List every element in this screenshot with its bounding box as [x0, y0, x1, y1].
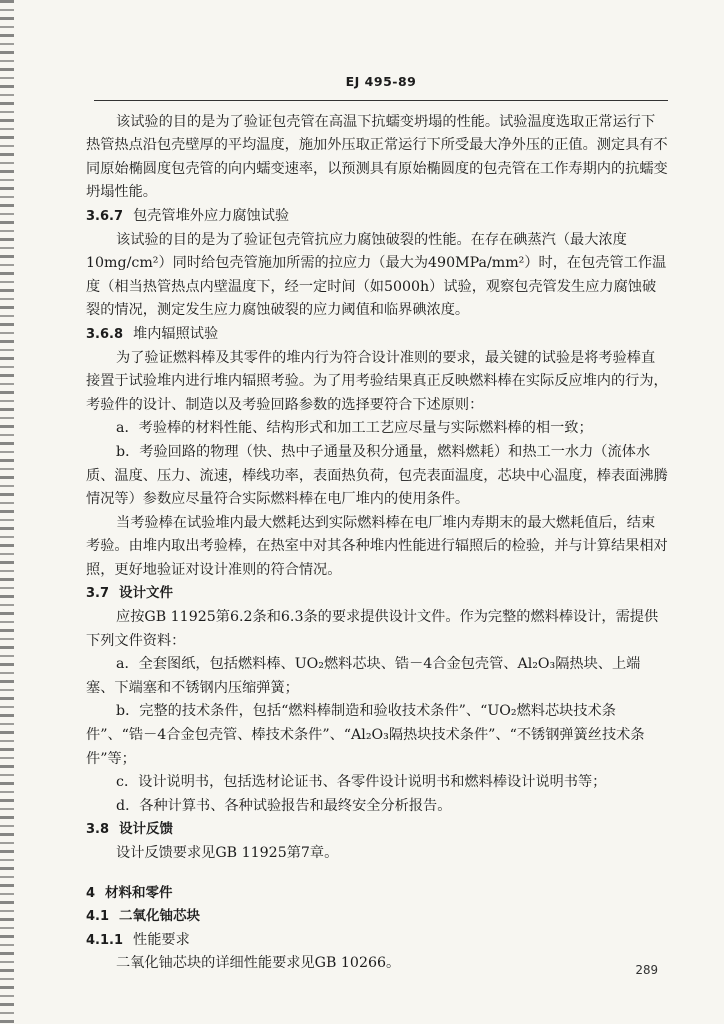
paragraph: 为了验证燃料棒及其零件的堆内行为符合设计准则的要求，最关键的试验是将考验棒直接置于试验堆内进行堆内辐照考验。为了用考验结果真正反映燃料棒在实际反应堆内的行为，考验件的设计、制造以及考验回路参数的选择要符合下述原则：	[86, 349, 668, 413]
section-number: 3.6.7	[86, 208, 124, 224]
section-heading-4	[86, 882, 668, 906]
paragraph: 该试验的目的是为了验证包壳管抗应力腐蚀破裂的性能。在存在碘蒸汽（最大浓度10mg/cm²）同时给包壳管施加所需的拉应力（最大为490MPa/mm²）时，在包壳管工作温度（相当热管热点内壁温度下，经一定时间（如5000h）试验，观察包壳管发生应力腐蚀破裂的情况，测定发生应力腐蚀破裂的应力阈值和临界碘浓度。	[86, 231, 667, 319]
scan-binding-edge	[0, 0, 14, 1024]
section-heading-3-6-7	[86, 205, 668, 229]
spacer	[86, 866, 668, 882]
paragraph: 该试验的目的是为了验证包壳管在高温下抗蠕变坍塌的性能。试验温度选取正常运行下热管热点沿包壳壁厚的平均温度，施加外压取正常运行下所受最大净外压的正值。测定具有不同原始椭圆度包壳管的向内蠕变速率，以预测具有原始椭圆度的包壳管在工作寿期内的抗蠕变坍塌性能。	[86, 113, 668, 201]
section-title: 堆内辐照试验	[133, 325, 219, 342]
document-header: EJ 495-89	[94, 70, 668, 101]
section-title: 包壳管堆外应力腐蚀试验	[133, 207, 290, 224]
section-number: 3.8	[86, 822, 110, 838]
section-number: 4	[86, 885, 96, 901]
section-heading-3-7	[86, 582, 668, 606]
document-page	[86, 70, 668, 976]
section-number: 4.1.1	[86, 932, 124, 948]
section-number: 3.7	[86, 586, 110, 602]
section-title: 性能要求	[133, 931, 190, 948]
section-heading-3-8	[86, 818, 668, 842]
section-heading-4-1-1	[86, 929, 668, 953]
list-item: d．各种计算书、各种试验报告和最终安全分析报告。	[116, 797, 452, 814]
section-heading-3-6-8	[86, 323, 668, 347]
list-item: b．完整的技术条件，包括“燃料棒制造和验收技术条件”、“UO₂燃料芯块技术条件”、“锆－4合金包壳管、棒技术条件”、“Al₂O₃隔热块技术条件”、“不锈钢弹簧丝技术条件”等；	[86, 703, 645, 767]
paragraph: 当考验棒在试验堆内最大燃耗达到实际燃料棒在电厂堆内寿期末的最大燃耗值后，结束考验。由堆内取出考验棒，在热室中对其各种堆内性能进行辐照后的检验，并与计算结果相对照，更好地验证对设计准则的符合情况。	[86, 514, 668, 578]
section-title: 设计反馈	[119, 821, 174, 838]
section-title: 设计文件	[119, 585, 174, 602]
list-item: a．全套图纸，包括燃料棒、UO₂燃料芯块、锆－4合金包壳管、Al₂O₃隔热块、上端塞、下端塞和不锈钢内压缩弹簧；	[86, 656, 641, 696]
list-item: c．设计说明书，包括选材论证书、各零件设计说明书和燃料棒设计说明书等；	[116, 774, 607, 791]
page-number: 289	[635, 962, 658, 977]
section-title: 二氧化铀芯块	[119, 908, 201, 925]
paragraph: 二氧化铀芯块的详细性能要求见GB 10266。	[116, 955, 401, 972]
section-number: 3.6.8	[86, 326, 124, 342]
list-item: a．考验棒的材料性能、结构形式和加工工艺应尽量与实际燃料棒的相一致；	[116, 420, 593, 437]
section-title: 材料和零件	[105, 884, 173, 901]
section-number: 4.1	[86, 909, 110, 925]
list-item: b．考验回路的物理（快、热中子通量及积分通量，燃料燃耗）和热工一水力（流体水质、温度、压力、流速，棒线功率，表面热负荷，包壳表面温度，芯块中心温度，棒表面沸腾情况等）参数应尽量符合实际燃料棒在电厂堆内的使用条件。	[86, 443, 668, 508]
section-heading-4-1	[86, 905, 668, 929]
paragraph: 设计反馈要求见GB 11925第7章。	[116, 845, 339, 861]
paragraph: 应按GB 11925第6.2条和6.3条的要求提供设计文件。作为完整的燃料棒设计，需提供下列文件资料：	[86, 609, 659, 649]
